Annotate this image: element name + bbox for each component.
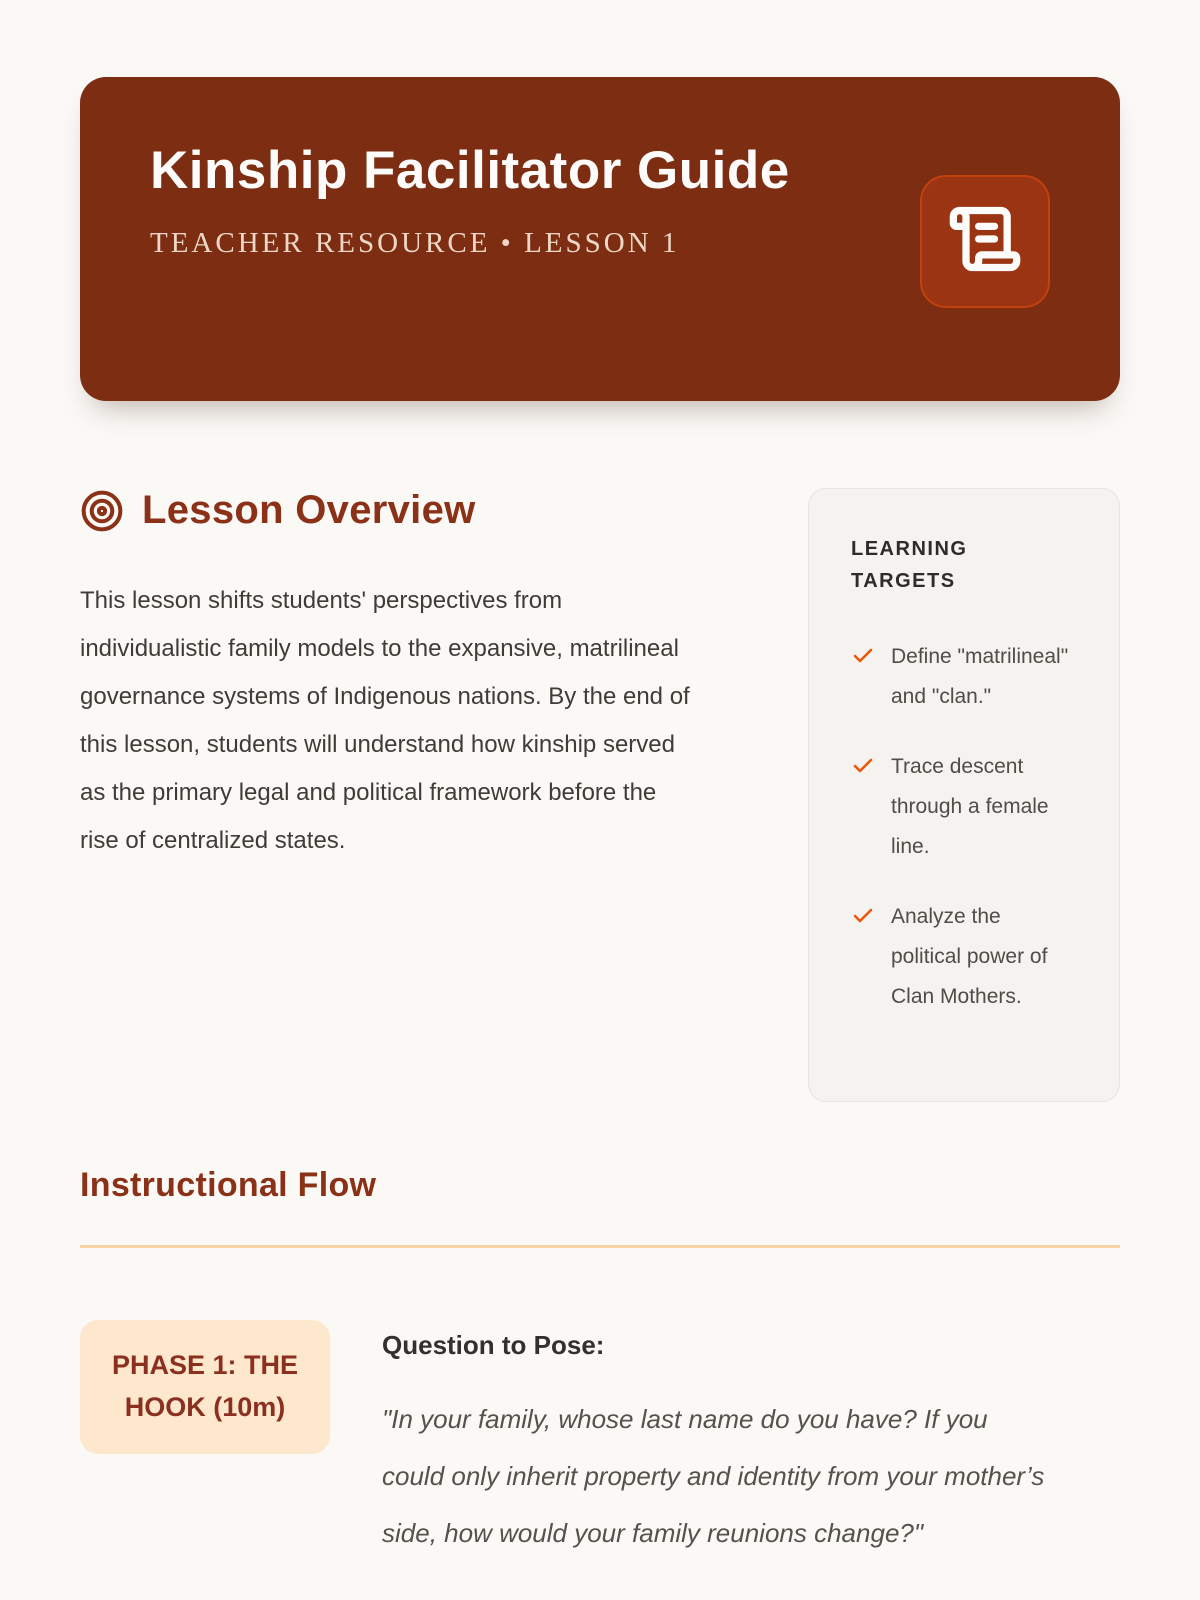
- section-divider: [80, 1245, 1120, 1248]
- learning-targets-title: LEARNING TARGETS: [851, 538, 968, 592]
- list-item: [851, 637, 1081, 717]
- phase-1-badge: [80, 1320, 330, 1454]
- target-icon: [80, 489, 124, 533]
- phase-1-badge-label: PHASE 1: THE HOOK (10m): [111, 1350, 299, 1422]
- learning-targets-card: [808, 488, 1120, 1102]
- phase-1-row: [80, 1320, 1120, 1562]
- list-item: [851, 747, 1081, 867]
- list-item: [851, 897, 1081, 1017]
- question-quote: "In your family, whose last name do you have? If you could only inherit property and identity from your mother’s side, how would your family reunions change?": [382, 1404, 1045, 1548]
- scroll-icon-tile: [920, 175, 1050, 308]
- learning-targets-list: [851, 637, 1081, 1017]
- learning-target-text: Trace descent through a female line.: [891, 755, 1049, 858]
- question-label: Question to Pose:: [382, 1330, 605, 1360]
- scroll-icon: [947, 201, 1023, 282]
- overview-body: This lesson shifts students' perspectives from individualistic family models to the expansive, matrilineal governance systems of Indigenous nations. By the end of this lesson, students will understand how kinship served as the primary legal and political framework before the rise of centralized states.: [80, 587, 690, 854]
- learning-target-text: Define "matrilineal" and "clan.": [891, 645, 1069, 708]
- overview-column: [80, 488, 740, 865]
- check-icon: [851, 904, 875, 928]
- check-icon: [851, 754, 875, 778]
- page-title: Kinship Facilitator Guide: [150, 141, 790, 200]
- page-subtitle: TEACHER RESOURCE • LESSON 1: [150, 227, 680, 260]
- header-card: [80, 77, 1120, 401]
- overview-section: [80, 488, 1120, 1102]
- learning-target-text: Analyze the political power of Clan Mothers.: [891, 905, 1048, 1008]
- phase-1-content: [382, 1320, 1120, 1562]
- overview-heading-label: Lesson Overview: [142, 488, 476, 532]
- overview-heading: [80, 488, 740, 533]
- instructional-flow-heading: Instructional Flow: [80, 1166, 377, 1204]
- check-icon: [851, 644, 875, 668]
- instructional-flow-section: [80, 1166, 1120, 1562]
